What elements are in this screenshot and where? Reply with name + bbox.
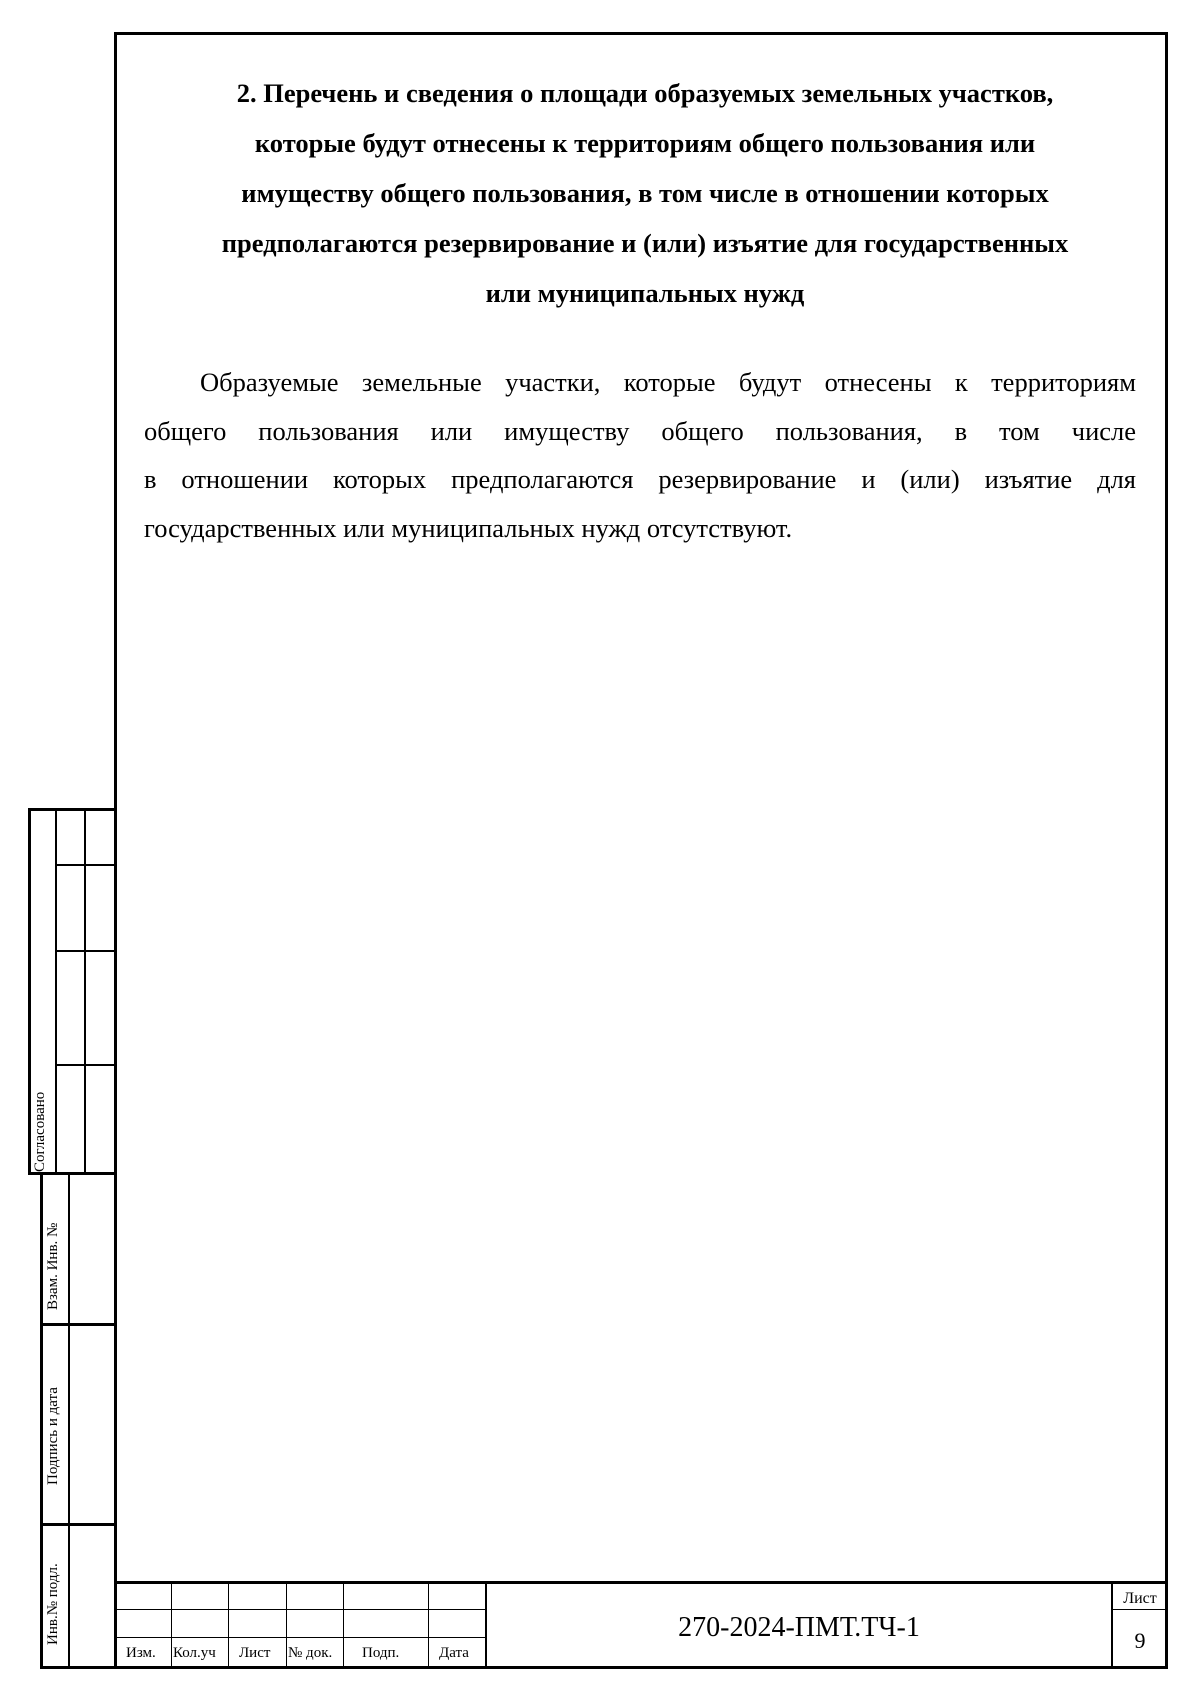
agreed-row-line: [55, 864, 115, 866]
rev-col-line: [343, 1581, 344, 1669]
heading-line: или муниципальных нужд: [485, 278, 805, 308]
sign-date-label: Подпись и дата: [45, 1387, 61, 1485]
agreed-label: Согласовано: [32, 1091, 48, 1172]
col-label-kol-uch: Кол.уч: [173, 1645, 216, 1661]
paragraph-line: в отношении которых предполагаются резервирование и (или) изъятие для: [144, 464, 1136, 494]
heading-line: предполагаются резервирование и (или) изъятие для государственных: [221, 228, 1069, 258]
rev-row-line: [114, 1609, 486, 1610]
strip-row-line: [40, 1323, 116, 1326]
strip-row-line: [40, 1523, 116, 1526]
col-label-izm: Изм.: [126, 1645, 156, 1661]
paragraph-line: Образуемые земельные участки, которые будут отнесены к территориям: [200, 367, 1136, 397]
rev-col-line: [428, 1581, 429, 1669]
heading-line: 2. Перечень и сведения о площади образуемых земельных участков,: [236, 78, 1054, 108]
sheet-cell-divider: [1111, 1609, 1168, 1610]
paragraph-line: государственных или муниципальных нужд отсутствуют.: [144, 512, 793, 543]
section-heading: [145, 68, 1145, 318]
document-code: 270-2024-ПМТ.ТЧ-1: [678, 1612, 920, 1643]
rev-col-line: [228, 1581, 229, 1669]
strip-bottom-line: [40, 1666, 116, 1669]
agreed-row-line: [55, 950, 115, 952]
title-block-top: [114, 1581, 1168, 1584]
strip-inner-border: [68, 1175, 70, 1669]
sheet-label: Лист: [1123, 1590, 1157, 1607]
sheet-number: 9: [1134, 1628, 1146, 1653]
inv-orig-label: Инв.№ подл.: [45, 1563, 61, 1645]
agreed-row-line: [55, 1064, 115, 1066]
col-label-sign: Подп.: [362, 1645, 400, 1661]
heading-line: имуществу общего пользования, в том числе в отношении которых: [241, 178, 1049, 208]
rev-row-line: [114, 1637, 486, 1638]
inv-replace-label: Взам. Инв. №: [45, 1222, 61, 1310]
heading-line: которые будут отнесены к территориям общего пользования или: [254, 128, 1036, 158]
col-label-date: Дата: [439, 1645, 469, 1661]
rev-col-line: [286, 1581, 287, 1669]
col-label-list: Лист: [239, 1645, 271, 1661]
body-paragraph: [144, 358, 1136, 552]
paragraph-line: общего пользования или имуществу общего пользования, в том числе: [144, 415, 1136, 446]
rev-col-line: [171, 1581, 172, 1669]
strip-left-border: [40, 1175, 43, 1669]
col-label-doc-no: № док.: [288, 1645, 333, 1661]
